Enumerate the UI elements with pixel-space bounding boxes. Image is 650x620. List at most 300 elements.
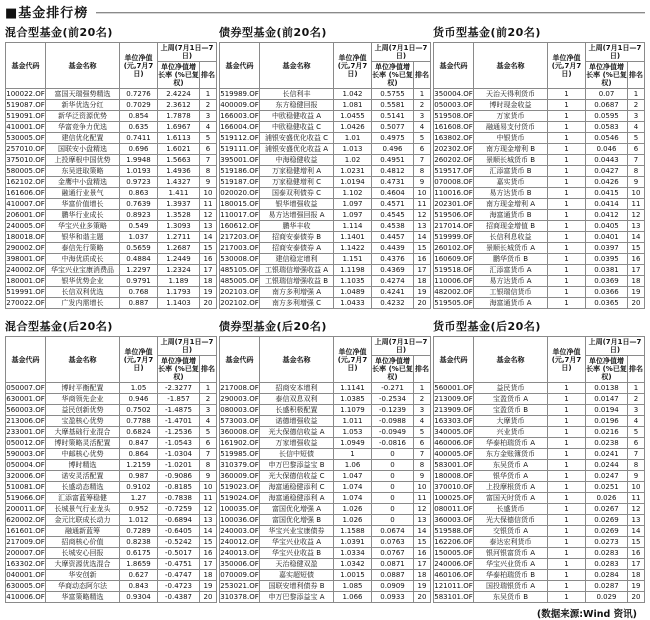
nav-cell: 1 xyxy=(548,166,586,177)
growth-cell: 0.4241 xyxy=(372,287,414,298)
nav-cell: 0.8238 xyxy=(120,537,158,548)
nav-cell: 1.02 xyxy=(334,155,372,166)
fund-name-cell: 大摩基础行业混合 xyxy=(46,427,120,438)
fund-code-cell: 519066.OF xyxy=(6,494,45,502)
nav-cell: 1 xyxy=(548,298,586,309)
fund-name-cell: 长信双利优选 xyxy=(46,287,120,298)
table-row xyxy=(6,166,217,177)
rank-cell: 11 xyxy=(414,493,431,504)
rank-cell: 4 xyxy=(200,122,217,133)
fund-name-cell: 东吴货币 A xyxy=(474,460,548,471)
fund-code-cell: 180008.OF xyxy=(434,472,473,480)
table-row xyxy=(434,493,645,504)
growth-cell: 0 xyxy=(372,482,414,493)
table-row xyxy=(6,537,217,548)
fund-code-cell: 217203.OF xyxy=(220,233,259,241)
growth-cell: -2.3277 xyxy=(158,383,200,394)
fund-code-cell: 485105.OF xyxy=(220,266,259,274)
nav-cell: 1 xyxy=(548,188,586,199)
col-header-fund-name: 基金名称 xyxy=(260,337,334,383)
col-header-fund-code: 基金代码 xyxy=(6,337,46,383)
fund-code-cell: 080011.OF xyxy=(434,505,473,513)
fund-name-cell: 鹏华行业成长 xyxy=(46,210,120,221)
fund-code-cell: 240013.OF xyxy=(220,549,259,557)
fund-code-cell: 100035.OF xyxy=(220,505,259,513)
fund-name-cell: 华泰柏瑞货币 A xyxy=(474,438,548,449)
fund-name-cell: 申万巴黎添益宝 A xyxy=(260,592,334,603)
rank-cell: 20 xyxy=(200,592,217,603)
nav-cell: 1.06 xyxy=(334,460,372,471)
growth-cell: 1.3937 xyxy=(158,199,200,210)
nav-cell: 1.0433 xyxy=(334,298,372,309)
rank-cell: 7 xyxy=(200,449,217,460)
table-row xyxy=(6,210,217,221)
page-title: ■基金排行榜 xyxy=(5,6,89,21)
section-title: 混合型基金(后20名) xyxy=(5,320,113,333)
rank-cell: 10 xyxy=(628,482,645,493)
table-row xyxy=(434,526,645,537)
fund-name-cell: 华富竞争力优选 xyxy=(46,122,120,133)
rank-cell: 3 xyxy=(200,405,217,416)
rank-cell: 14 xyxy=(200,232,217,243)
fund-code-cell: 620002.OF xyxy=(6,516,45,524)
fund-code-cell: 217014.OF xyxy=(434,222,473,230)
nav-cell: 1 xyxy=(548,199,586,210)
nav-cell: 1.011 xyxy=(334,416,372,427)
growth-cell: 0.0269 xyxy=(586,526,628,537)
table-row xyxy=(6,559,217,570)
growth-cell: -1.2536 xyxy=(158,427,200,438)
nav-cell: 1 xyxy=(548,526,586,537)
growth-cell: 0.0369 xyxy=(586,276,628,287)
growth-cell: 1.6967 xyxy=(158,122,200,133)
nav-cell: 1 xyxy=(548,177,586,188)
rank-cell: 18 xyxy=(414,276,431,287)
growth-cell: -1.4701 xyxy=(158,416,200,427)
table-row xyxy=(220,405,431,416)
rank-cell: 2 xyxy=(200,100,217,111)
fund-name-cell: 东方稳健回报 xyxy=(260,100,334,111)
nav-cell: 1.151 xyxy=(334,254,372,265)
fund-code-cell: 217003.OF xyxy=(220,244,259,252)
rank-cell: 9 xyxy=(200,177,217,188)
fund-code-cell: 519091.OF xyxy=(6,112,45,120)
rank-cell: 14 xyxy=(628,526,645,537)
rank-cell: 15 xyxy=(628,243,645,254)
nav-cell: 1.0385 xyxy=(334,394,372,405)
growth-cell: 0 xyxy=(372,449,414,460)
fund-name-cell: 易方达货币 B xyxy=(474,188,548,199)
table-row xyxy=(6,188,217,199)
growth-cell: 0.4975 xyxy=(372,133,414,144)
rank-cell: 9 xyxy=(414,471,431,482)
table-row xyxy=(220,188,431,199)
growth-cell: 0 xyxy=(372,460,414,471)
table-row xyxy=(434,89,645,100)
fund-code-cell: 257010.OF xyxy=(6,145,45,153)
fund-code-cell: 519991.OF xyxy=(6,288,45,296)
fund-code-cell: 482002.OF xyxy=(434,288,473,296)
table-row xyxy=(434,122,645,133)
growth-cell: 0.0238 xyxy=(586,438,628,449)
fund-name-cell: 长盛货币 xyxy=(474,504,548,515)
table-row xyxy=(434,482,645,493)
fund-table xyxy=(433,336,645,603)
growth-cell: -0.271 xyxy=(372,383,414,394)
table-row xyxy=(434,570,645,581)
growth-cell: 0.0244 xyxy=(586,460,628,471)
col-header-rank: 排名 xyxy=(414,62,431,89)
growth-cell: -0.6894 xyxy=(158,515,200,526)
fund-name-cell: 万家稳健增利 C xyxy=(260,177,334,188)
fund-code-cell: 519112.OF xyxy=(220,134,259,142)
rank-cell: 1 xyxy=(200,383,217,394)
table-row xyxy=(6,298,217,309)
nav-cell: 1.1141 xyxy=(334,383,372,394)
fund-code-cell: 519187.OF xyxy=(220,178,259,186)
nav-cell: 0.5659 xyxy=(120,243,158,254)
rank-cell: 11 xyxy=(200,493,217,504)
fund-code-cell: 100036.OF xyxy=(220,516,259,524)
rank-cell: 17 xyxy=(628,265,645,276)
fund-code-cell: 560003.OF xyxy=(6,406,45,414)
rank-cell: 8 xyxy=(628,460,645,471)
growth-cell: -0.9086 xyxy=(158,471,200,482)
fund-code-cell: 162206.OF xyxy=(434,538,473,546)
col-header-fund-name: 基金名称 xyxy=(46,43,120,89)
rank-cell: 13 xyxy=(628,221,645,232)
rank-cell: 16 xyxy=(628,254,645,265)
col-header-lastweek: 上周(7月1日—7日) xyxy=(372,337,431,356)
nav-cell: 0.952 xyxy=(120,504,158,515)
fund-code-cell: 240012.OF xyxy=(220,538,259,546)
fund-table xyxy=(219,42,431,309)
table-row xyxy=(220,122,431,133)
growth-cell: 0.0366 xyxy=(586,287,628,298)
fund-code-cell: 580005.OF xyxy=(6,167,45,175)
fund-name-cell: 富国优化增强 B xyxy=(260,515,334,526)
rank-cell: 18 xyxy=(200,276,217,287)
fund-name-cell: 泰信双息双利 xyxy=(260,394,334,405)
nav-cell: 1 xyxy=(548,438,586,449)
table-row xyxy=(220,243,431,254)
col-header-fund-code: 基金代码 xyxy=(434,337,474,383)
fund-name-cell: 东方金账簿货币 xyxy=(474,449,548,460)
table-row xyxy=(434,287,645,298)
fund-name-cell: 天治稳健双盈 xyxy=(260,559,334,570)
fund-name-cell: 南方现金增利 B xyxy=(474,144,548,155)
nav-cell: 0.7276 xyxy=(120,89,158,100)
growth-cell: 0.496 xyxy=(372,144,414,155)
nav-cell: 1 xyxy=(548,89,586,100)
growth-cell: 1.1403 xyxy=(158,298,200,309)
table-row xyxy=(6,155,217,166)
rank-cell: 1 xyxy=(628,89,645,100)
nav-cell: 0.7788 xyxy=(120,416,158,427)
rank-cell: 20 xyxy=(414,592,431,603)
fund-table xyxy=(219,336,431,603)
col-header-rank: 排名 xyxy=(628,62,645,89)
nav-cell: 1.085 xyxy=(334,581,372,592)
fund-code-cell: 519517.OF xyxy=(434,167,473,175)
fund-code-cell: 110016.OF xyxy=(434,189,473,197)
nav-cell: 1 xyxy=(548,243,586,254)
nav-cell: 1.102 xyxy=(334,188,372,199)
rank-cell: 18 xyxy=(200,570,217,581)
fund-name-cell: 嘉实货币 xyxy=(474,177,548,188)
nav-cell: 1 xyxy=(548,155,586,166)
table-row xyxy=(434,471,645,482)
fund-code-cell: 110006.OF xyxy=(434,277,473,285)
fund-code-cell: 519023.OF xyxy=(220,483,259,491)
table-row xyxy=(6,493,217,504)
table-row xyxy=(220,144,431,155)
nav-cell: 0.9304 xyxy=(120,592,158,603)
table-row xyxy=(220,504,431,515)
fund-name-cell: 光大保德信货币 xyxy=(474,515,548,526)
nav-cell: 1.037 xyxy=(120,232,158,243)
nav-cell: 0.4884 xyxy=(120,254,158,265)
nav-cell: 1 xyxy=(548,570,586,581)
fund-code-cell: 150005.OF xyxy=(434,549,473,557)
growth-cell: 0.4274 xyxy=(372,276,414,287)
growth-cell: -0.5017 xyxy=(158,548,200,559)
col-header-growth: 单位净值增长率 (%已复权) xyxy=(586,357,627,381)
rank-cell: 11 xyxy=(414,199,431,210)
rank-cell: 15 xyxy=(628,537,645,548)
rank-cell: 5 xyxy=(628,427,645,438)
growth-cell: 0.4545 xyxy=(372,210,414,221)
fund-name-cell: 申万巴黎添益宝 B xyxy=(260,460,334,471)
rank-cell: 12 xyxy=(628,504,645,515)
table-row xyxy=(220,460,431,471)
nav-cell: 1 xyxy=(548,504,586,515)
growth-cell: 0.4376 xyxy=(372,254,414,265)
fund-name-cell: 招商安泰债券 A xyxy=(260,243,334,254)
col-header-growth: 单位净值增长率 (%已复权) xyxy=(372,357,413,381)
table-row xyxy=(434,383,645,394)
growth-cell: -0.0949 xyxy=(372,427,414,438)
table-row xyxy=(220,471,431,482)
fund-name-cell: 华宝兴业宝康消费品 xyxy=(46,265,120,276)
rank-cell: 4 xyxy=(628,416,645,427)
fund-name-cell: 中欧稳健收益 A xyxy=(260,111,334,122)
fund-name-cell: 东吴货币 B xyxy=(474,592,548,603)
table-row xyxy=(434,144,645,155)
fund-name-cell: 银华优势企业 xyxy=(46,276,120,287)
nav-cell: 1.0391 xyxy=(334,537,372,548)
fund-name-cell: 华安创新 xyxy=(46,570,120,581)
growth-cell: 0.0273 xyxy=(586,537,628,548)
growth-cell: 0.0365 xyxy=(586,298,628,309)
nav-cell: 1.0015 xyxy=(334,570,372,581)
table-row xyxy=(6,526,217,537)
rank-cell: 17 xyxy=(200,265,217,276)
nav-cell: 1 xyxy=(548,100,586,111)
fund-name-cell: 国泰双利债券 C xyxy=(260,188,334,199)
growth-cell: 0.4369 xyxy=(372,265,414,276)
rank-cell: 19 xyxy=(200,581,217,592)
fund-name-cell: 银河银富货币 A xyxy=(474,548,548,559)
fund-code-cell: 217009.OF xyxy=(6,538,45,546)
section-bond-top20 xyxy=(219,22,430,309)
fund-code-cell: 121011.OF xyxy=(434,582,473,590)
rank-cell: 19 xyxy=(200,287,217,298)
rank-cell: 17 xyxy=(200,559,217,570)
fund-name-cell: 新华泛资源优势 xyxy=(46,111,120,122)
nav-cell: 1.0194 xyxy=(334,177,372,188)
fund-code-cell: 340005.OF xyxy=(434,428,473,436)
growth-cell: 0.0269 xyxy=(586,515,628,526)
fund-code-cell: 260202.OF xyxy=(434,156,473,164)
rank-cell: 1 xyxy=(628,383,645,394)
growth-cell: 0.0381 xyxy=(586,265,628,276)
growth-cell: 2.4224 xyxy=(158,89,200,100)
fund-name-cell: 博时现金收益 xyxy=(474,100,548,111)
growth-cell: 0.0595 xyxy=(586,111,628,122)
fund-name-cell: 中海稳健收益 xyxy=(260,155,334,166)
nav-cell: 1 xyxy=(548,449,586,460)
fund-name-cell: 宝盈货币 A xyxy=(474,394,548,405)
growth-cell: -1.0304 xyxy=(158,449,200,460)
table-row xyxy=(6,122,217,133)
fund-name-cell: 华宝兴业多策略 xyxy=(46,221,120,232)
nav-cell: 1.8659 xyxy=(120,559,158,570)
fund-name-cell: 益民创新优势 xyxy=(46,405,120,416)
fund-code-cell: 519087.OF xyxy=(6,101,45,109)
rank-cell: 17 xyxy=(628,559,645,570)
fund-code-cell: 213909.OF xyxy=(434,406,473,414)
rank-cell: 16 xyxy=(200,254,217,265)
nav-cell: 1 xyxy=(548,221,586,232)
fund-name-cell: 海富通货币 A xyxy=(474,298,548,309)
table-row xyxy=(220,383,431,394)
fund-name-cell: 华泰柏瑞货币 B xyxy=(474,570,548,581)
growth-cell: 0.4538 xyxy=(372,221,414,232)
fund-code-cell: 350006.OF xyxy=(220,560,259,568)
nav-cell: 1 xyxy=(548,144,586,155)
fund-name-cell: 工银瑞信增强收益 B xyxy=(260,276,334,287)
nav-cell: 0.768 xyxy=(120,287,158,298)
col-header-fund-code: 基金代码 xyxy=(6,43,46,89)
table-row xyxy=(6,133,217,144)
table-row xyxy=(6,394,217,405)
table-row xyxy=(220,559,431,570)
nav-cell: 0.549 xyxy=(120,221,158,232)
fund-name-cell: 长盛动态精选 xyxy=(46,482,120,493)
table-row xyxy=(434,276,645,287)
fund-name-cell: 东吴进取策略 xyxy=(46,166,120,177)
rank-cell: 5 xyxy=(414,427,431,438)
col-header-lastweek: 上周(7月1日—7日) xyxy=(586,43,645,62)
table-row xyxy=(6,232,217,243)
growth-cell: 1.4327 xyxy=(158,177,200,188)
rank-cell: 14 xyxy=(414,232,431,243)
rank-cell: 15 xyxy=(200,537,217,548)
table-row xyxy=(220,265,431,276)
fund-code-cell: 460106.OF xyxy=(434,571,473,579)
fund-name-cell: 华商领先企业 xyxy=(46,394,120,405)
rank-cell: 14 xyxy=(414,526,431,537)
fund-name-cell: 国投瑞银货币 A xyxy=(474,581,548,592)
rank-cell: 4 xyxy=(628,122,645,133)
table-row xyxy=(6,427,217,438)
fund-name-cell: 华宝兴业收益 B xyxy=(260,548,334,559)
fund-name-cell: 招商现金增值 B xyxy=(474,221,548,232)
rank-cell: 6 xyxy=(200,144,217,155)
growth-cell: 1.6021 xyxy=(158,144,200,155)
table-row xyxy=(220,537,431,548)
growth-cell: 0.4232 xyxy=(372,298,414,309)
growth-cell: 0.4812 xyxy=(372,166,414,177)
fund-code-cell: 200007.OF xyxy=(6,549,45,557)
fund-name-cell: 海富通货币 B xyxy=(474,210,548,221)
fund-name-cell: 海富通稳健添利 A xyxy=(260,493,334,504)
nav-cell: 1.097 xyxy=(334,210,372,221)
rank-cell: 11 xyxy=(628,493,645,504)
fund-code-cell: 040001.OF xyxy=(6,571,45,579)
table-row xyxy=(220,570,431,581)
nav-cell: 0.946 xyxy=(120,394,158,405)
growth-cell: 0.0401 xyxy=(586,232,628,243)
rank-cell: 10 xyxy=(200,188,217,199)
nav-cell: 1 xyxy=(548,111,586,122)
growth-cell: 0.0767 xyxy=(372,548,414,559)
rank-cell: 2 xyxy=(200,394,217,405)
rank-cell: 19 xyxy=(628,287,645,298)
nav-cell: 1.2297 xyxy=(120,265,158,276)
fund-code-cell: 100025.OF xyxy=(434,494,473,502)
section-mixed-bottom20 xyxy=(5,316,216,603)
growth-cell: 0.029 xyxy=(586,592,628,603)
rank-cell: 12 xyxy=(200,210,217,221)
fund-name-cell: 国联安增利债券 B xyxy=(260,581,334,592)
col-header-growth: 单位净值增长率 (%已复权) xyxy=(586,63,627,87)
rank-cell: 16 xyxy=(200,548,217,559)
rank-cell: 6 xyxy=(628,144,645,155)
fund-code-cell: 253021.OF xyxy=(220,582,259,590)
fund-name-cell: 融通新蓝筹 xyxy=(46,526,120,537)
growth-cell: 0.0414 xyxy=(586,199,628,210)
rank-cell: 12 xyxy=(414,210,431,221)
growth-cell: 0.0427 xyxy=(586,166,628,177)
growth-cell: 0.0674 xyxy=(372,526,414,537)
nav-cell: 0.887 xyxy=(120,298,158,309)
nav-cell: 1.013 xyxy=(334,144,372,155)
growth-cell: 0.4571 xyxy=(372,199,414,210)
growth-cell: 0.0251 xyxy=(586,482,628,493)
rank-cell: 3 xyxy=(628,405,645,416)
col-header-fund-code: 基金代码 xyxy=(434,43,474,89)
table-row xyxy=(220,592,431,603)
fund-name-cell: 宝盈核心优势 xyxy=(46,416,120,427)
fund-code-cell: 519111.OF xyxy=(220,145,259,153)
fund-code-cell: 070009.OF xyxy=(220,571,259,579)
table-row xyxy=(220,298,431,309)
nav-cell: 0.7289 xyxy=(120,526,158,537)
col-header-fund-code: 基金代码 xyxy=(220,43,260,89)
table-row xyxy=(6,471,217,482)
fund-name-cell: 景顺长城货币 B xyxy=(474,155,548,166)
nav-cell: 0.7639 xyxy=(120,199,158,210)
fund-code-cell: 161601.OF xyxy=(6,527,45,535)
growth-cell: 1.1793 xyxy=(158,287,200,298)
nav-cell: 1.081 xyxy=(334,100,372,111)
fund-name-cell: 光大保德信收益 A xyxy=(260,427,334,438)
growth-cell: -1.857 xyxy=(158,394,200,405)
section-bond-bottom20 xyxy=(219,316,430,603)
nav-cell: 1.026 xyxy=(334,515,372,526)
